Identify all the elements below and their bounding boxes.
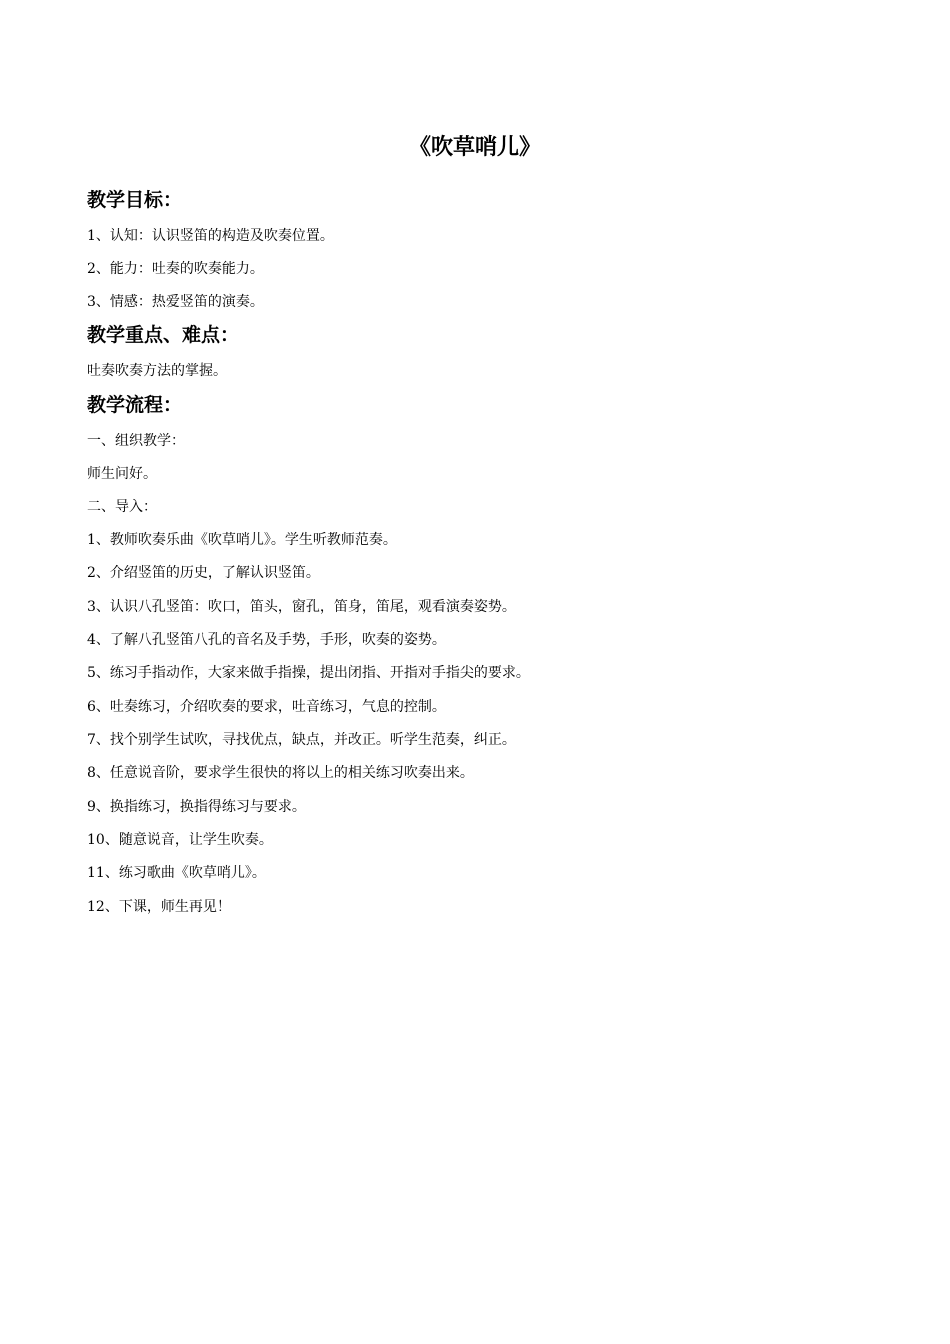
step-item: 5、练习手指动作，大家来做手指操，提出闭指、开指对手指尖的要求。 <box>87 665 530 681</box>
step-item: 8、任意说音阶，要求学生很快的将以上的相关练习吹奏出来。 <box>87 765 474 781</box>
step-item: 4、了解八孔竖笛八孔的音名及手势，手形，吹奏的姿势。 <box>87 632 446 648</box>
goal-item: 2、能力：吐奏的吹奏能力。 <box>87 261 264 277</box>
step-item: 1、教师吹奏乐曲《吹草哨儿》。学生听教师范奏。 <box>87 532 397 548</box>
step-item: 7、找个别学生试吹，寻找优点，缺点，并改正。听学生范奏，纠正。 <box>87 732 516 748</box>
goals-heading: 教学目标： <box>87 189 183 211</box>
step-item: 9、换指练习，换指得练习与要求。 <box>87 799 306 815</box>
key-points-text: 吐奏吹奏方法的掌握。 <box>87 363 227 379</box>
step-item: 10、随意说音，让学生吹奏。 <box>87 832 273 848</box>
key-points-heading: 教学重点、难点： <box>87 324 240 346</box>
goal-item: 1、认知：认识竖笛的构造及吹奏位置。 <box>87 228 334 244</box>
section-title: 二、导入： <box>87 499 157 515</box>
step-item: 11、练习歌曲《吹草哨儿》。 <box>87 865 266 881</box>
section-title: 一、组织教学： <box>87 433 185 449</box>
section-text: 师生问好。 <box>87 466 157 482</box>
goal-item: 3、情感：热爱竖笛的演奏。 <box>87 294 264 310</box>
step-item: 6、吐奏练习，介绍吹奏的要求，吐音练习，气息的控制。 <box>87 699 446 715</box>
step-item: 2、介绍竖笛的历史，了解认识竖笛。 <box>87 565 320 581</box>
document-title: 《吹草哨儿》 <box>408 135 541 160</box>
step-item: 12、下课，师生再见！ <box>87 899 231 915</box>
process-heading: 教学流程： <box>87 394 183 416</box>
step-item: 3、认识八孔竖笛：吹口，笛头，窗孔，笛身，笛尾，观看演奏姿势。 <box>87 599 516 615</box>
